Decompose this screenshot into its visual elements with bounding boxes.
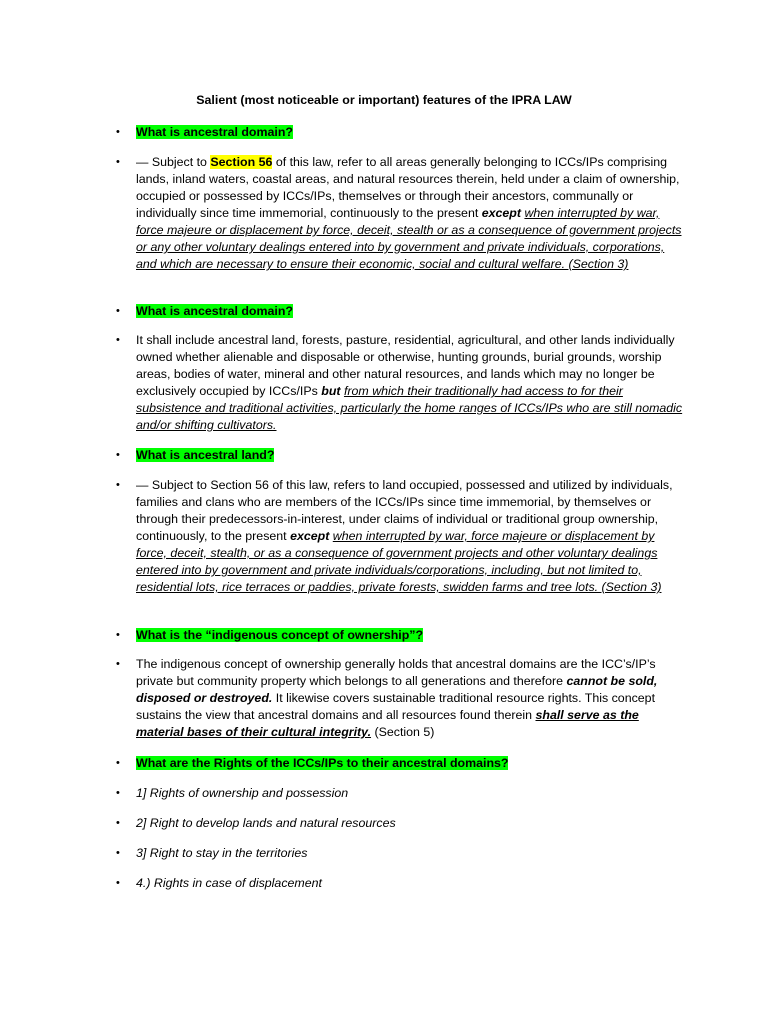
except-emphasis: except: [290, 529, 330, 543]
bullet-icon: •: [116, 449, 120, 461]
document-title: Salient (most noticeable or important) features of the IPRA LAW: [196, 93, 572, 107]
bullet-icon: •: [116, 126, 120, 138]
bullet-icon: •: [116, 787, 120, 799]
underlined-clause: when interrupted by war, force majeure or displacement by force, deceit, stealth or as a consequence of government projects or any other voluntary dealings entered into by government and private individuals, corporations, and which are necessary to ensure their economic, social and cultural welfare. (Section 3): [136, 206, 682, 271]
underlined-clause: from which their traditionally had access to for their subsistence and traditional activities, particularly the home ranges of ICCs/IPs who are still nomadic and/or shifting cultivators.: [136, 384, 683, 432]
bullet-icon: •: [116, 757, 120, 769]
shall-serve-emphasis: shall serve as the material bases of their cultural integrity.: [136, 708, 639, 739]
question-ancestral-domain: What is ancestral domain?: [136, 304, 293, 318]
bullet-icon: •: [116, 479, 120, 491]
right-displacement: 4.) Rights in case of displacement: [136, 876, 322, 890]
paragraph-text: The indigenous concept of ownership generally holds that ancestral domains are the ICC’s/IP’s private but community property which belongs to all generations and therefore: [136, 657, 656, 688]
paragraph-indigenous-concept: [136, 656, 684, 741]
bullet-icon: •: [116, 817, 120, 829]
bullet-icon: •: [116, 305, 120, 317]
section-56-highlight: Section 56: [210, 155, 273, 169]
paragraph-ancestral-land-definition: [136, 477, 684, 596]
bullet-icon: •: [116, 156, 120, 168]
question-rights: What are the Rights of the ICCs/IPs to their ancestral domains?: [136, 756, 509, 770]
right-develop: 2] Right to develop lands and natural resources: [136, 816, 396, 830]
right-stay: 3] Right to stay in the territories: [136, 846, 308, 860]
bullet-icon: •: [116, 629, 120, 641]
but-emphasis: but: [321, 384, 341, 398]
paragraph-text: of this law, refer to all areas generally belonging to ICCs/IPs comprising lands, inland waters, coastal areas, and natural resources therein, held under a claim of ownership, occupied or possessed by ICCs/IPs, themselves or through their ancestors, communally or individually since time immemorial, continuously to the present: [136, 155, 680, 220]
except-emphasis: except: [481, 206, 521, 220]
question-ancestral-domain: What is ancestral domain?: [136, 125, 293, 139]
bullet-icon: •: [116, 658, 120, 670]
paragraph-text: — Subject to: [136, 155, 211, 169]
question-indigenous-concept: What is the “indigenous concept of ownership”?: [136, 628, 424, 642]
bullet-icon: •: [116, 847, 120, 859]
bullet-icon: •: [116, 334, 120, 346]
right-ownership: 1] Rights of ownership and possession: [136, 786, 349, 800]
paragraph-text: It shall include ancestral land, forests, pasture, residential, agricultural, and other lands individually owned whether alienable and disposable or otherwise, hunting grounds, burial grounds, worship areas, bodies of water, mineral and other natural resources, and lands which may no longer be exclusively occupied by ICCs/IPs: [136, 333, 675, 398]
paragraph-text: — Subject to Section 56 of this law, refers to land occupied, possessed and utilized by individuals, families and clans who are members of the ICCs/IPs since time immemorial, by themselves or through their predecessors-in-interest, under claims of individual or traditional group ownership, continuously, to the present: [136, 478, 673, 543]
cannot-be-sold-emphasis: cannot be sold, disposed or destroyed.: [136, 674, 658, 705]
paragraph-text: (Section 5): [371, 725, 435, 739]
paragraph-ancestral-domain-definition: [136, 154, 684, 273]
bullet-icon: •: [116, 877, 120, 889]
underlined-clause: when interrupted by war, force majeure or displacement by force, deceit, stealth, or as a consequence of government projects and other voluntary dealings entered into by government and private individuals/corporations, including, but not limited to, residential lots, rice terraces or paddies, private forests, swidden farms and tree lots. (Section 3): [136, 529, 662, 594]
question-ancestral-land: What is ancestral land?: [136, 448, 275, 462]
paragraph-ancestral-domain-inclusions: [136, 332, 684, 434]
paragraph-text: It likewise covers sustainable traditional resource rights. This concept sustains the view that ancestral domains and all resources found therein: [136, 691, 656, 722]
